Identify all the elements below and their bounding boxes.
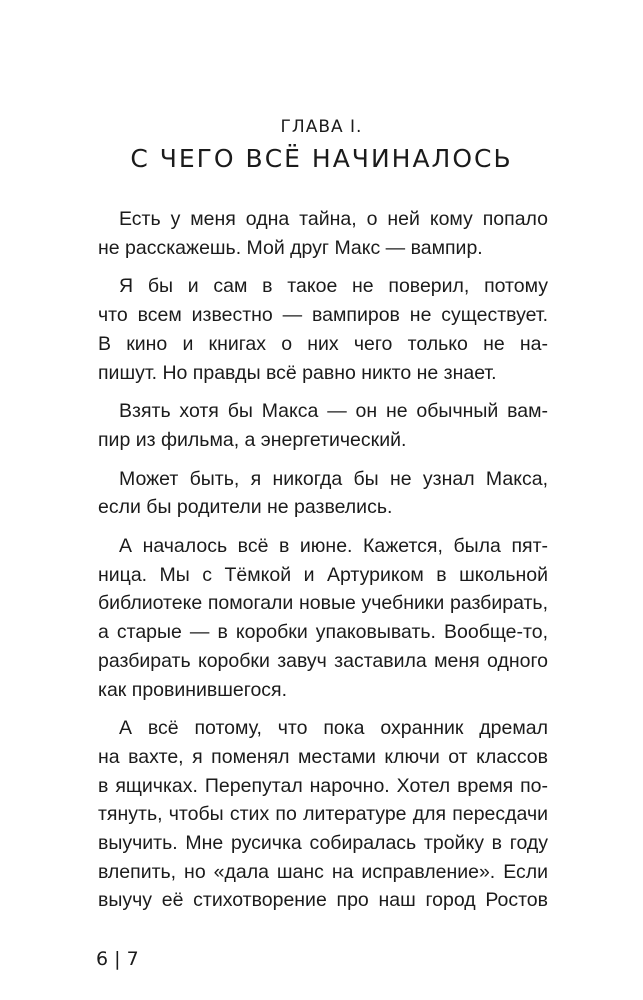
text-line: в ящичках. Перепутал нарочно. Хотел время по- — [98, 774, 548, 797]
body-text — [98, 205, 548, 915]
text-line: тянуть, чтобы стих по литературе для пересдачи — [98, 803, 548, 826]
text-line: если бы родители не развелись. — [98, 496, 393, 519]
text-line: не расскажешь. Мой друг Макс — вампир. — [98, 236, 483, 259]
text-line: разбирать коробки завуч заставила меня одного — [98, 649, 548, 672]
chapter-title: С ЧЕГО ВСЁ НАЧИНАЛОСЬ — [130, 144, 513, 173]
text-line: выучить. Мне русичка собиралась тройку в году — [98, 832, 548, 855]
text-line: влепить, но «дала шанс на исправление». Если — [98, 860, 548, 883]
page-number: 6 | 7 — [96, 948, 139, 971]
text-line: Может быть, я никогда бы не узнал Макса, — [119, 467, 548, 490]
text-line: пир из фильма, а энергетический. — [98, 428, 407, 451]
text-line: Взять хотя бы Макса — он не обычный вам- — [119, 400, 548, 423]
paragraph — [98, 465, 548, 522]
text-line: ница. Мы с Тёмкой и Артуриком в школьной — [98, 563, 548, 586]
text-line: Я бы и сам в такое не поверил, потому — [119, 275, 548, 298]
text-line: А всё потому, что пока охранник дремал — [119, 717, 548, 740]
text-line: Есть у меня одна тайна, о ней кому попало — [119, 208, 548, 230]
text-line: А началось всё в июне. Кажется, была пят- — [119, 535, 548, 558]
text-line: выучу её стихотворение про наш город Ростов — [98, 889, 548, 912]
text-line: а старые — в коробки упаковывать. Вообще-то, — [98, 621, 548, 644]
paragraph — [98, 272, 548, 387]
text-line: как провинившегося. — [98, 678, 288, 701]
paragraph — [98, 205, 548, 262]
text-line: пишут. Но правды всё равно никто не знает. — [98, 361, 497, 384]
text-line: библиотеке помогали новые учебники разбирать, — [98, 592, 548, 615]
text-line: на вахте, я поменял местами ключи от классов — [98, 745, 548, 768]
text-line: В кино и книгах о них чего только не на- — [98, 332, 548, 355]
chapter-label: ГЛАВА I. — [280, 117, 363, 137]
paragraph — [98, 714, 548, 915]
paragraph — [98, 397, 548, 454]
paragraph — [98, 532, 548, 704]
text-line: что всем известно — вампиров не существует. — [98, 304, 548, 327]
